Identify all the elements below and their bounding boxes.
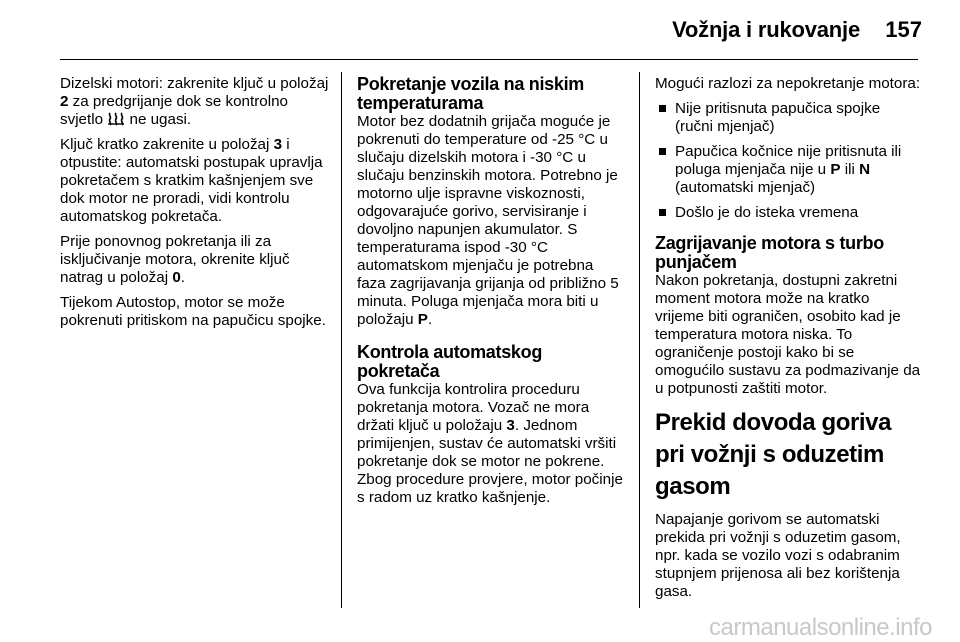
heading-starter-control: Kontrola automatskog pokretača [357, 342, 543, 381]
page-header-title: Vožnja i rukovanje [672, 17, 860, 42]
reasons-list [655, 100, 921, 222]
column-divider-left [341, 72, 342, 608]
column-1 [60, 75, 330, 337]
paragraph-autostop: Tijekom Autostop, motor se može pokrenuti pritiskom na papučicu spojke. [60, 294, 326, 329]
paragraph-no-start-reasons: Mogući razlozi za nepokretanje motora: [655, 75, 921, 92]
paragraph-key-position-0: Prije ponovnog pokretanja ili za isključivanje motora, okrenite ključ natrag u položaj 0. [60, 233, 290, 286]
paragraph-diesel-preheat: Dizelski motori: zakrenite ključ u položaj 2 za predgrijanje dok se kontrolno svjetlo ne ugasi. [60, 75, 329, 128]
square-bullet-icon [659, 105, 666, 112]
header-divider [60, 59, 918, 60]
paragraph-turbo-warmup: Nakon pokretanja, dostupni zakretni moment motora može na kratko vrijeme biti ograničen, osobito kad je temperatura motora niska. To ograničenje postoji kako bi se omogućilo sustavu za podmazivanje da u potpunosti zaštiti motor. [655, 272, 921, 397]
glow-plug-icon [107, 112, 125, 126]
column-divider-right [639, 72, 640, 608]
page-number: 157 [885, 17, 922, 42]
list-item: Došlo je do isteka vremena [655, 204, 921, 222]
heading-turbo-warmup: Zagrijavanje motora s turbo punjačem [655, 233, 884, 272]
watermark-text: carmanualsonline.info [709, 614, 932, 641]
heading-low-temperature-start: Pokretanje vozila na niskim temperaturama [357, 74, 584, 113]
heading-fuel-cutoff: Prekid dovoda goriva pri vožnji s oduzetim gasom [655, 409, 892, 500]
list-item: Papučica kočnice nije pritisnuta ili poluga mjenjača nije u P ili N (automatski mjenjač) [655, 143, 921, 197]
list-item: Nije pritisnuta papučica spojke (ručni mjenjač) [655, 100, 921, 136]
paragraph-starter-control: Ova funkcija kontrolira proceduru pokretanja motora. Vozač ne mora držati ključ u položaju 3. Jednom primijenjen, sustav će automatski vršiti pokretanje dok se motor ne pokrene. Zbog procedure provjere, motor počinje s radom uz kratko kašnjenje. [357, 381, 623, 506]
square-bullet-icon [659, 209, 666, 216]
column-2 [357, 75, 625, 514]
column-3 [655, 75, 921, 608]
paragraph-key-position-3: Ključ kratko zakrenite u položaj 3 i otpustite: automatski postupak upravlja pokretačem s kratkim kašnjenjem sve dok motor ne proradi, vidi kontrolu automatskog pokretača. [60, 136, 323, 225]
paragraph-fuel-cutoff: Napajanje gorivom se automatski prekida pri vožnji s oduzetim gasom, npr. kada se vozilo vozi s odabranim stupnjem prijenosa ali bez korištenja gasa. [655, 511, 901, 600]
paragraph-low-temperature: Motor bez dodatnih grijača moguće je pokrenuti do temperature od -25 °C u slučaju dizelskih motora i -30 °C u slučaju benzinskih motora. Potrebno je motorno ulje ispravne viskoznosti, odgovarajuće gorivo, servisiranje i dovoljno napunjen akumulator. S temperaturama ispod -30 °C automatskom mjenjaču je potrebna faza zagrijavanja grijanja od približno 5 minuta. Poluga mjenjača mora biti u položaju P. [357, 113, 619, 328]
square-bullet-icon [659, 148, 666, 155]
